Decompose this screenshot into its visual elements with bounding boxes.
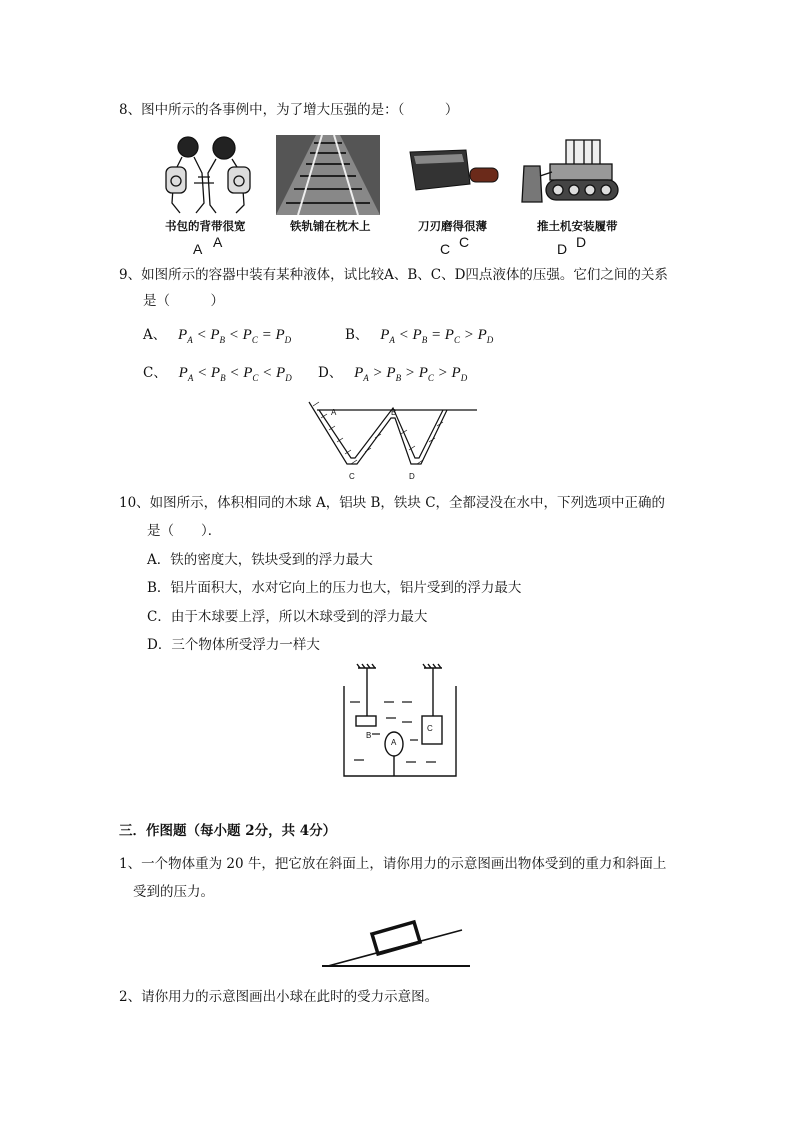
section3-q1-line2: 受到的压力。	[133, 884, 214, 900]
q8-caption-d: 推土机安装履带	[537, 219, 618, 233]
q9-option-a-expr: $P_A < P_B < P_C = P_D$	[170, 327, 292, 345]
q9-option-c: C、 $P_A < P_B < P_C < P_D$	[143, 365, 292, 383]
q9-option-b-expr: $P_A < P_B = P_C > P_D$	[372, 327, 494, 345]
q8-letter-d-printed: D	[576, 234, 587, 250]
schoolbag-children-icon	[158, 133, 258, 215]
q10-fig-label-c: C	[427, 724, 433, 733]
q9-fig-label-a: A	[331, 408, 337, 417]
q10-fig-label-a: A	[391, 738, 397, 747]
q8-letter-a: A	[193, 241, 203, 257]
q10-option-b: B．铝片面积大，水对它向上的压力也大，铝片受到的浮力最大	[147, 580, 522, 596]
q10-stem-line1: 10、如图所示，体积相同的木球 A，铝块 B，铁块 C，全都浸没在水中，下列选项中正确的	[119, 495, 666, 511]
section3-q1-line1: 1、一个物体重为 20 牛，把它放在斜面上，请你用力的示意图画出物体受到的重力和斜面上	[119, 856, 667, 872]
railway-track-icon	[276, 135, 380, 215]
q10-tank-figure	[340, 662, 460, 780]
section3-title: 三．作图题（每小题 2分，共 4分）	[119, 823, 337, 839]
q9-option-d-expr: $P_A > P_B > P_C > P_D$	[346, 365, 468, 383]
q9-stem-line2: 是（ ）	[143, 293, 224, 309]
q10-stem-line2: 是（ ）．	[147, 523, 222, 539]
q8-letter-d: D	[557, 241, 568, 257]
q8-letter-a-printed: A	[213, 234, 223, 250]
q8-caption-c: 刀刃磨得很薄	[418, 219, 487, 233]
q9-fig-label-c: C	[349, 472, 355, 481]
q9-fig-label-d: D	[409, 472, 415, 481]
q8-letter-c-printed: C	[459, 234, 470, 250]
q10-option-d: D．三个物体所受浮力一样大	[147, 637, 320, 653]
q9-stem-line1: 9、如图所示的容器中装有某种液体，试比较A、B、C、D四点液体的压强。它们之间的关系	[119, 267, 668, 283]
q8-caption-b: 铁轨铺在枕木上	[290, 219, 371, 233]
q9-option-a: A、 $P_A < P_B < P_C = P_D$	[143, 327, 292, 345]
bulldozer-icon	[522, 136, 622, 206]
incline-block-figure	[320, 912, 472, 970]
q10-option-c: C．由于木球要上浮，所以木球受到的浮力最大	[147, 609, 428, 625]
q10-option-a: A．铁的密度大，铁块受到的浮力最大	[147, 552, 373, 568]
q9-option-b: B、 $P_A < P_B = P_C > P_D$	[345, 327, 494, 345]
q9-option-d: D、 $P_A > P_B > P_C > P_D$	[318, 365, 468, 383]
q8-letter-c: C	[440, 241, 451, 257]
q10-fig-label-b: B	[366, 731, 372, 740]
q9-fig-label-b: B	[391, 408, 397, 417]
q9-option-c-expr: $P_A < P_B < P_C < P_D$	[171, 365, 292, 383]
q8-stem: 8、图中所示的各事例中，为了增大压强的是：（ ）	[119, 102, 459, 118]
cleaver-knife-icon	[408, 148, 500, 194]
section3-q2: 2、请你用力的示意图画出小球在此时的受力示意图。	[119, 989, 439, 1005]
q8-caption-a: 书包的背带很宽	[165, 219, 246, 233]
